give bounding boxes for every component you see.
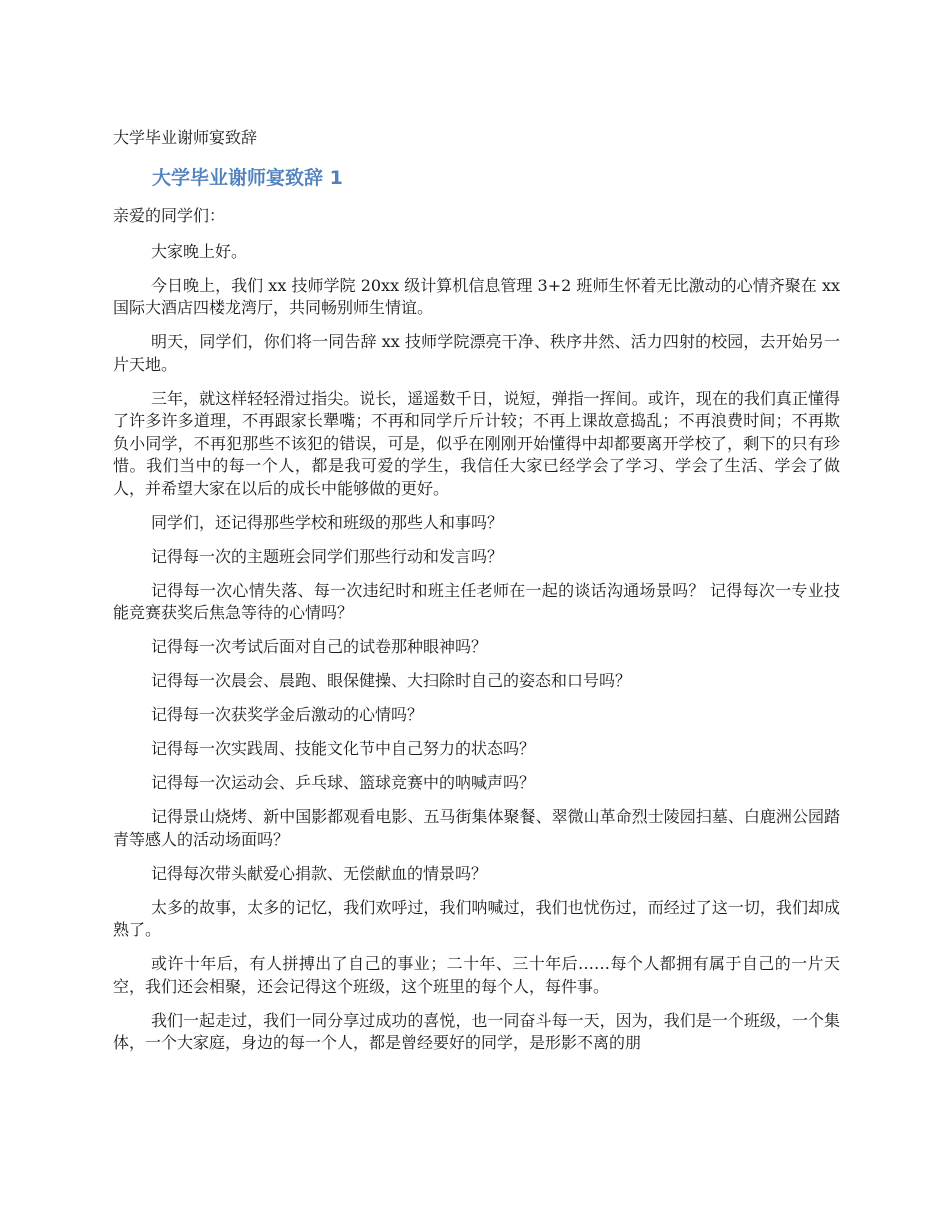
paragraph: 我们一起走过，我们一同分享过成功的喜悦，也一同奋斗每一天，因为，我们是一个班级，一个集体，一个大家庭，身边的每一个人，都是曾经要好的同学，是形影不离的朋 <box>113 1010 840 1052</box>
paragraph: 或许十年后，有人拼搏出了自己的事业；二十年、三十年后……每个人都拥有属于自己的一片天空，我们还会相聚，还会记得这个班级，这个班里的每个人，每件事。 <box>113 954 840 996</box>
paragraph: 记得景山烧烤、新中国影都观看电影、五马街集体聚餐、翠微山革命烈士陵园扫墓、白鹿洲公园踏青等感人的活动场面吗？ <box>113 807 840 849</box>
document-body <box>113 205 840 1066</box>
paragraph: 记得每一次晨会、晨跑、眼保健操、大扫除时自己的姿态和口号吗？ <box>151 671 632 690</box>
paragraph: 记得每一次运动会、乒乓球、篮球竞赛中的呐喊声吗？ <box>151 773 536 792</box>
paragraph: 记得每一次的主题班会同学们那些行动和发言吗？ <box>151 546 504 566</box>
paragraph: 今日晚上，我们 xx 技师学院 20xx 级计算机信息管理 3+2 班师生怀着无比激动的心情齐聚在 xx 国际大酒店四楼龙湾厅，共同畅别师生情谊。 <box>113 275 840 317</box>
paragraph: 同学们，还记得那些学校和班级的那些人和事吗？ <box>151 512 504 532</box>
paragraph: 记得每一次心情失落、每一次违纪时和班主任老师在一起的谈话沟通场景吗？ 记得每次一专业技能竞赛获奖后焦急等待的心情吗？ <box>113 580 840 622</box>
document-title: 大学毕业谢师宴致辞 <box>113 128 258 147</box>
paragraph: 明天，同学们，你们将一同告辞 xx 技师学院漂亮干净、秩序井然、活力四射的校园，去开始另一片天地。 <box>113 332 840 374</box>
paragraph: 记得每一次实践周、技能文化节中自己努力的状态吗？ <box>151 739 536 758</box>
paragraph: 大家晚上好。 <box>151 241 248 261</box>
section-heading: 大学毕业谢师宴致辞 1 <box>152 167 343 189</box>
paragraph: 三年，就这样轻轻滑过指尖。说长，遥遥数千日，说短，弹指一挥间。或许，现在的我们真正懂得了许多许多道理，不再跟家长犟嘴；不再和同学斤斤计较；不再上课故意捣乱；不再浪费时间；不再欺负小同学，不再犯那些不该犯的错误，可是，似乎在刚刚开始懂得中却都要离开学校了，剩下的只有珍惜。我们当中的每一个人，都是我可爱的学生，我信任大家已经学会了学习、学会了生活、学会了做人，并希望大家在以后的成长中能够做的更好。 <box>113 388 840 498</box>
paragraph: 记得每一次考试后面对自己的试卷那种眼神吗？ <box>151 637 488 656</box>
paragraph: 太多的故事，太多的记忆，我们欢呼过，我们呐喊过，我们也忧伤过，而经过了这一切，我们却成熟了。 <box>113 897 840 939</box>
paragraph: 记得每一次获奖学金后激动的心情吗？ <box>151 705 424 724</box>
paragraph: 记得每次带头献爱心捐款、无偿献血的情景吗？ <box>151 863 488 883</box>
salutation: 亲爱的同学们： <box>113 206 226 225</box>
